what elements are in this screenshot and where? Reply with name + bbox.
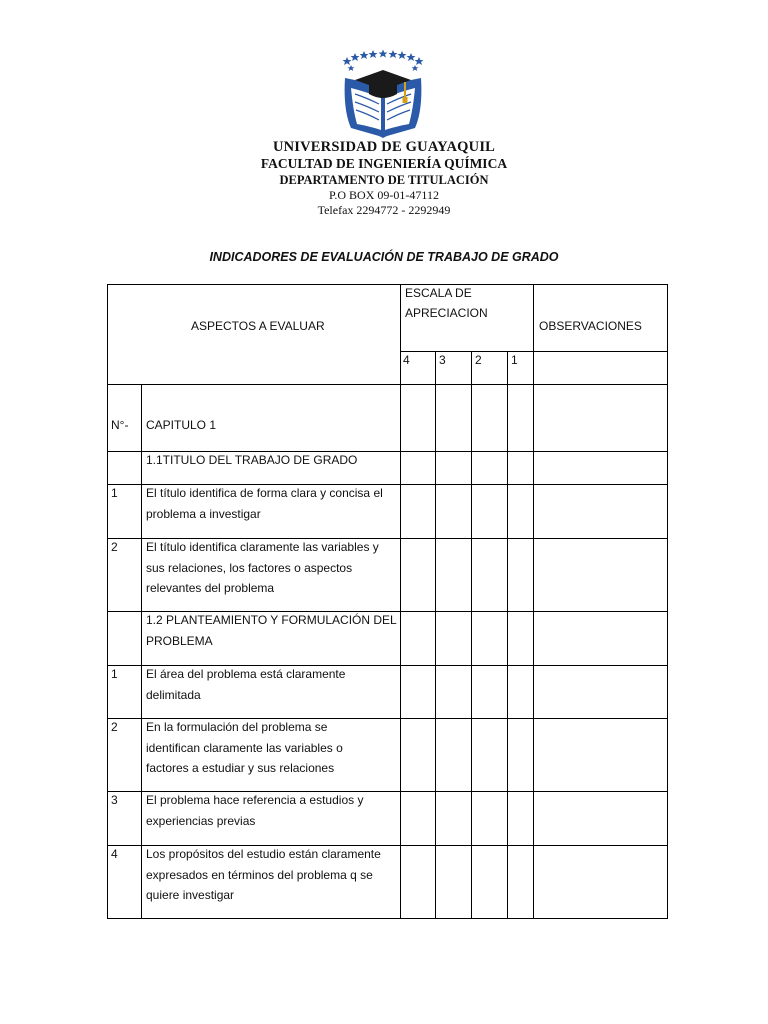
scale-divider-2	[507, 351, 508, 919]
criterion-text-line: El problema hace referencia a estudios y	[146, 793, 364, 807]
criterion-text-line: Los propósitos del estudio están claramente	[146, 847, 381, 861]
university-crest-icon	[341, 48, 425, 140]
criterion-text-line: En la formulación del problema se	[146, 720, 328, 734]
criterion-text-line: PROBLEMA	[146, 633, 213, 648]
criterion-text-line: expresados en términos del problema q se	[146, 867, 373, 882]
table-border-top	[107, 284, 668, 285]
header-bottom-line	[107, 384, 668, 385]
university-name: UNIVERSIDAD DE GUAYAQUIL	[272, 139, 496, 155]
telefax: Telefax 2294772 - 2292949	[317, 203, 451, 217]
scale-value-1: 1	[511, 353, 518, 367]
scale-value-4: 4	[403, 353, 410, 367]
criterion-text-line: factores a estudiar y sus relaciones	[146, 761, 335, 775]
scale-value-3: 3	[439, 353, 446, 367]
scale-value-2: 2	[475, 353, 482, 367]
criterion-text-line: identifican claramente las variables o	[146, 740, 343, 755]
po-box: P.O BOX 09-01-47112	[329, 188, 439, 202]
scale-divider-1	[471, 351, 472, 919]
criterion-text-line: 1.1TITULO DEL TRABAJO DE GRADO	[146, 453, 358, 467]
criterion-number: 2	[111, 720, 118, 734]
number-header: N°-	[111, 418, 129, 432]
table-border-left	[107, 284, 108, 919]
observations-column-left-line	[533, 284, 534, 919]
chapter-title: CAPITULO 1	[146, 418, 217, 432]
criterion-text-line: quiere investigar	[146, 888, 235, 902]
criterion-text-line: problema a investigar	[146, 506, 261, 521]
department-name: DEPARTAMENTO DE TITULACIÓN	[279, 173, 489, 187]
criterion-number: 3	[111, 793, 118, 807]
faculty-name: FACULTAD DE INGENIERÍA QUÍMICA	[260, 156, 508, 171]
criterion-text-line: sus relaciones, los factores o aspectos	[146, 560, 353, 575]
scale-header-line: ESCALA DE	[405, 286, 472, 300]
criterion-text-line: relevantes del problema	[146, 581, 275, 595]
criterion-text-line: delimitada	[146, 687, 201, 702]
scale-header-line: APRECIACION	[405, 306, 488, 320]
criterion-number: 2	[111, 540, 118, 554]
criterion-text-line: El área del problema está claramente	[146, 667, 346, 681]
scale-column-left-line	[400, 284, 401, 919]
criterion-text-line: experiencias previas	[146, 813, 256, 828]
observations-header: OBSERVACIONES	[539, 319, 642, 333]
number-column-right-line	[141, 384, 142, 919]
scale-divider-0	[435, 351, 436, 919]
criterion-text-line: 1.2 PLANTEAMIENTO Y FORMULACIÓN DEL	[146, 613, 397, 627]
criterion-text-line: El título identifica de forma clara y concisa el	[146, 486, 383, 500]
criterion-number: 1	[111, 667, 118, 681]
table-border-right	[667, 284, 668, 919]
document-title: INDICADORES DE EVALUACIÓN DE TRABAJO DE GRADO	[209, 250, 559, 264]
criterion-number: 4	[111, 847, 118, 861]
criterion-text-line: El título identifica claramente las variables y	[146, 540, 379, 554]
aspects-header: ASPECTOS A EVALUAR	[191, 319, 325, 333]
criterion-number: 1	[111, 486, 118, 500]
row-border-8	[107, 918, 668, 919]
